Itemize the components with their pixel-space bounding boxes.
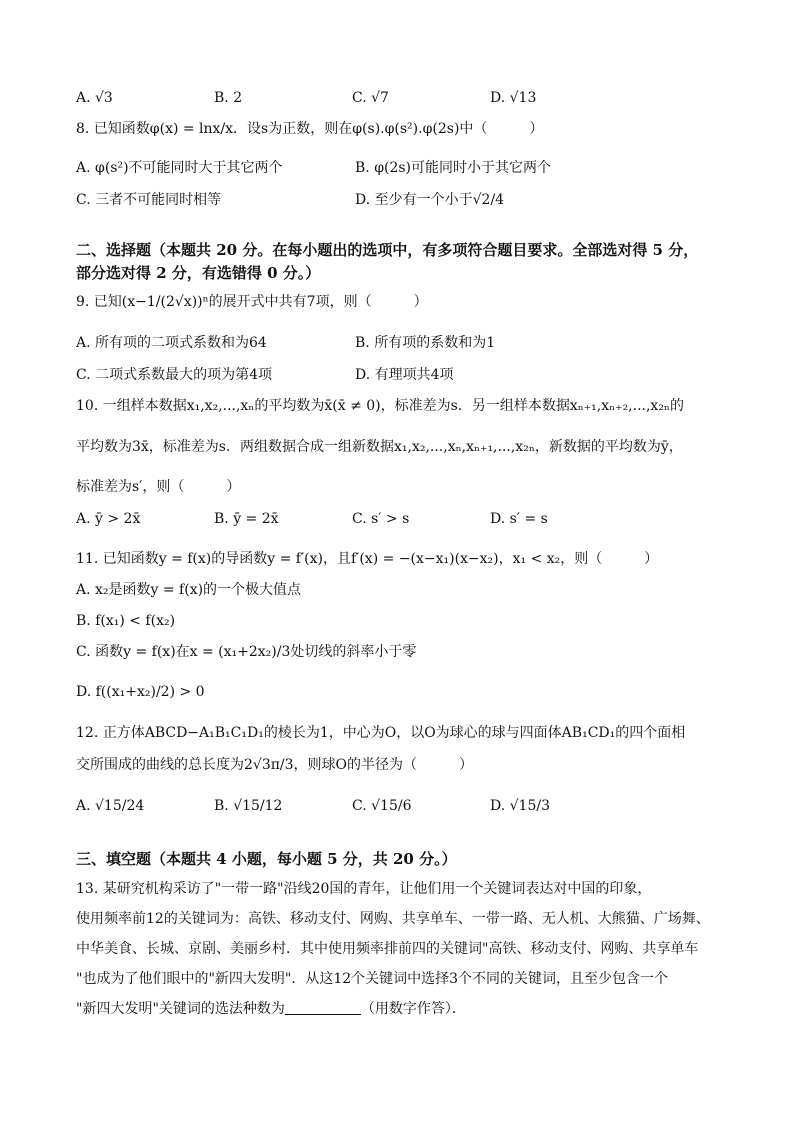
section2-heading-line1: 二、选择题（本题共 20 分。在每小题出的选项中，有多项符合题目要求。全部选对得 5 分， [76,241,699,259]
q13-line5 [76,999,466,1019]
q11-option-c: C. 函数y = f(x)在x = (x₁+2x₂)/3处切线的斜率小于零 [76,644,417,660]
section2-heading-line2: 部分选对得 2 分，有选错得 0 分。） [76,264,321,282]
q11-stem: 11. 已知函数y = f(x)的导函数y = f′(x)，且f′(x) = −(x−x₁)(x−x₂)，x₁ < x₂，则（ ） [76,551,659,567]
q10-line2: 平均数为3x̄，标准差为s．两组数据合成一组新数据x₁,x₂,...,xₙ,xₙ₊₁,...,x₂ₙ，新数据的平均数为ȳ， [76,439,683,455]
section3-heading: 三、填空题（本题共 4 小题，每小题 5 分，共 20 分。） [76,850,457,868]
q10-option-c: C. s′ > s [352,511,410,527]
q9-stem: 9. 已知(x−1/(2√x))ⁿ的展开式中共有7项，则（ ） [76,294,428,310]
answer-blank [285,1000,361,1015]
q13-line4: "也成为了他们眼中的"新四大发明"．从这12个关键词中选择3个不同的关键词，且至少包含一个 [76,971,669,987]
q8-option-a: A. φ(s²)不可能同时大于其它两个 [76,160,283,176]
q13-line5-prefix: "新四大发明"关键词的选法种数为 [76,1001,285,1017]
q10-option-b: B. ȳ = 2x̄ [214,511,279,527]
q12-option-c: C. √15/6 [352,798,412,814]
q7-option-a: A. √3 [76,90,113,106]
q7-option-b: B. 2 [214,90,243,106]
q11-option-b: B. f(x₁) < f(x₂) [76,613,176,629]
q9-option-b: B. 所有项的系数和为1 [355,335,496,351]
q12-option-a: A. √15/24 [76,798,145,814]
q8-option-c: C. 三者不可能同时相等 [76,192,222,208]
q8-stem: 8. 已知函数φ(x) = lnx/x．设s为正数，则在φ(s).φ(s²).φ(2s)中（ ） [76,121,544,137]
q12-option-d: D. √15/3 [490,798,550,814]
q13-line2: 使用频率前12的关键词为：高铁、移动支付、网购、共享单车、一带一路、无人机、大熊猫、广场舞、 [76,911,710,927]
q12-line2: 交所围成的曲线的总长度为2√3π/3，则球O的半径为（ ） [76,757,474,773]
q11-option-a: A. x₂是函数y = f(x)的一个极大值点 [76,582,302,598]
q10-option-d: D. s′ = s [490,511,548,527]
q12-line1: 12. 正方体ABCD−A₁B₁C₁D₁的棱长为1，中心为O，以O为球心的球与四面体AB₁CD₁的四个面相 [76,725,686,741]
q7-option-c: C. √7 [352,90,389,106]
q9-option-a: A. 所有项的二项式系数和为64 [76,335,267,351]
q10-line3: 标准差为s′，则（ ） [76,479,241,495]
q10-option-a: A. ȳ > 2x̄ [76,511,141,527]
q7-option-d: D. √13 [490,90,537,106]
q9-option-c: C. 二项式系数最大的项为第4项 [76,367,273,383]
q12-option-b: B. √15/12 [214,798,283,814]
q8-option-b: B. φ(2s)可能同时小于其它两个 [355,160,552,176]
q8-option-d: D. 至少有一个小于√2/4 [355,192,505,208]
q11-option-d: D. f((x₁+x₂)/2) > 0 [76,684,205,700]
q9-option-d: D. 有理项共4项 [355,367,454,383]
q13-line5-suffix: （用数字作答）． [360,1001,466,1017]
q10-line1: 10. 一组样本数据x₁,x₂,...,xₙ的平均数为x̄(x̄ ≠ 0)，标准差为s．另一组样本数据xₙ₊₁,xₙ₊₂,...,x₂ₙ的 [76,398,684,414]
q13-line3: 中华美食、长城、京剧、美丽乡村．其中使用频率排前四的关键词"高铁、移动支付、网购、共享单车 [76,941,699,957]
q13-line1: 13. 某研究机构采访了"一带一路"沿线20国的青年，让他们用一个关键词表达对中国的印象， [76,881,652,897]
